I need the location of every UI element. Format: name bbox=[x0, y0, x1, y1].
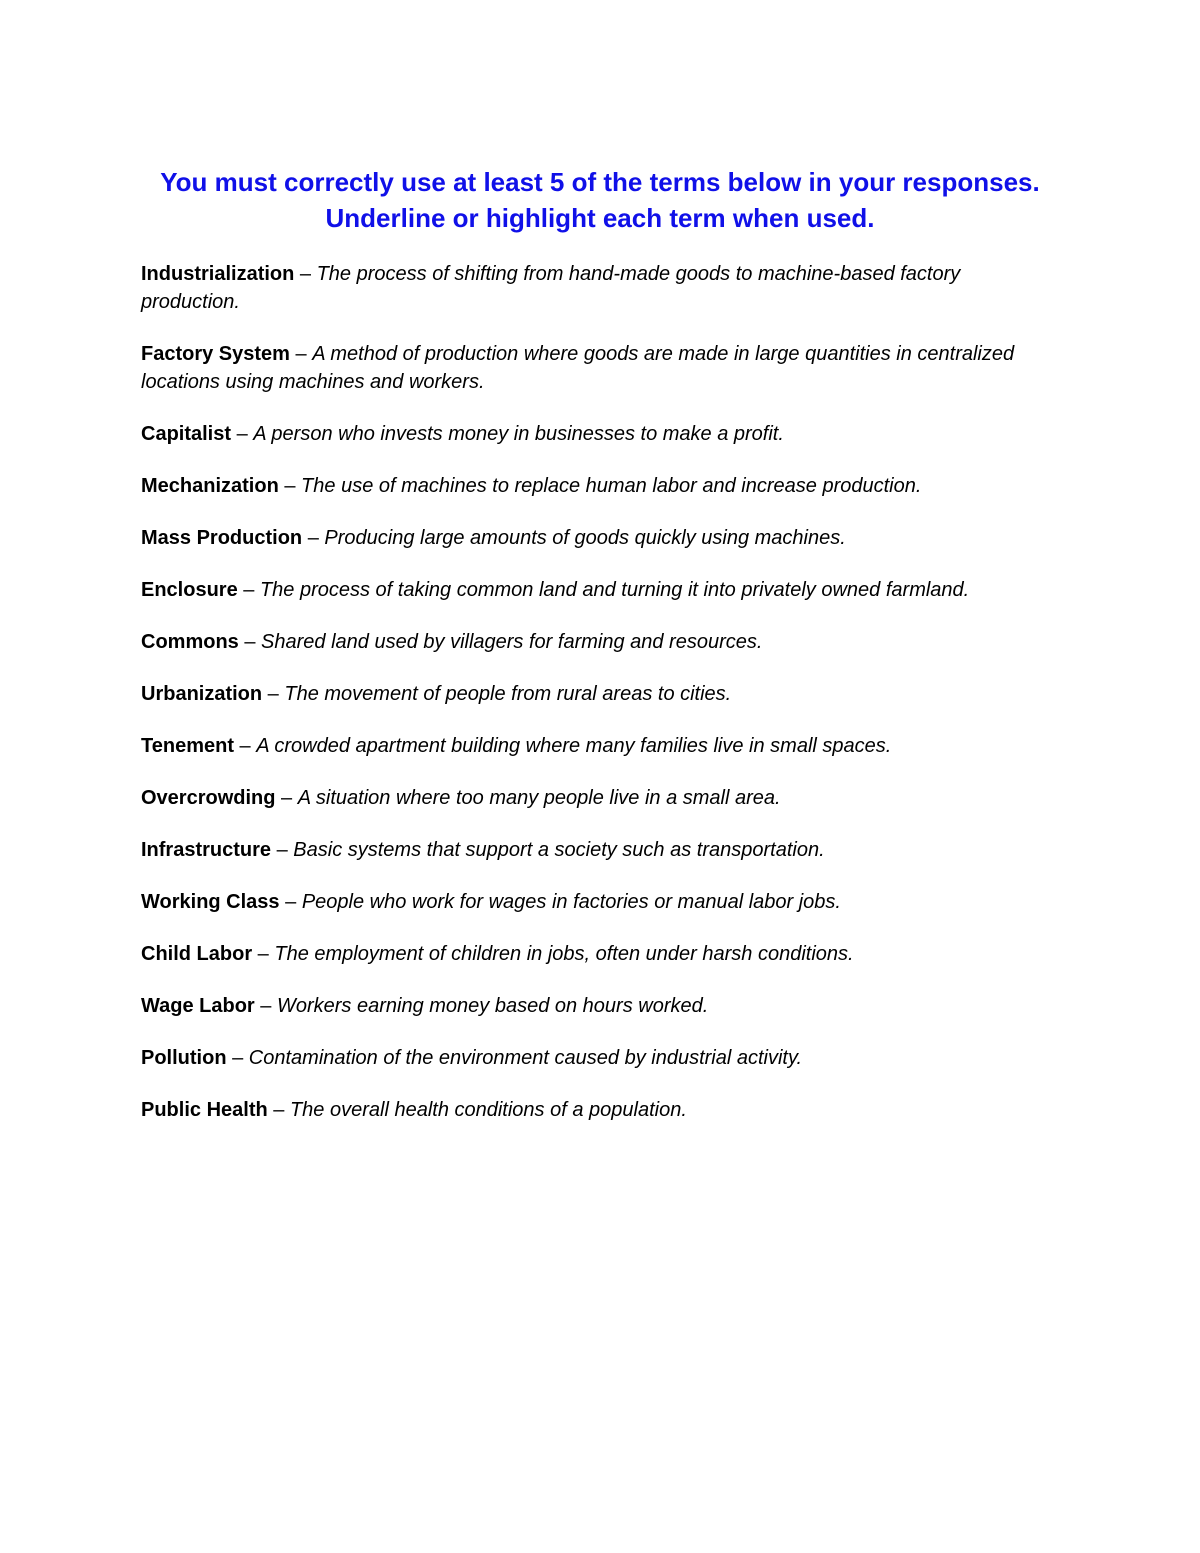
term-separator: – bbox=[238, 631, 262, 653]
glossary-term: Commons bbox=[141, 631, 239, 653]
term-separator: – bbox=[262, 683, 285, 705]
glossary-definition: People who work for wages in factories or manual labor jobs. bbox=[301, 891, 841, 913]
glossary-entry bbox=[141, 1096, 1051, 1124]
glossary-term: Overcrowding bbox=[141, 787, 276, 809]
term-separator: – bbox=[267, 1099, 290, 1121]
glossary-term: Infrastructure bbox=[141, 839, 272, 861]
glossary-definition: The movement of people from rural areas to cities. bbox=[284, 683, 732, 705]
term-separator: – bbox=[275, 787, 298, 809]
term-separator: – bbox=[231, 423, 254, 445]
glossary-term: Tenement bbox=[141, 735, 234, 757]
term-separator: – bbox=[233, 735, 257, 757]
term-separator: – bbox=[254, 995, 277, 1017]
glossary-definition: Workers earning money based on hours worked. bbox=[276, 995, 709, 1017]
glossary-term: Mechanization bbox=[141, 475, 279, 497]
glossary-definition: The overall health conditions of a population. bbox=[289, 1099, 687, 1121]
glossary-definition: Basic systems that support a society such as transportation. bbox=[293, 839, 825, 861]
glossary-entry bbox=[141, 836, 1051, 864]
glossary-definition: The use of machines to replace human labor and increase production. bbox=[301, 475, 922, 497]
glossary-term: Pollution bbox=[141, 1047, 227, 1069]
glossary-list bbox=[141, 260, 1051, 1148]
glossary-entry bbox=[141, 1044, 1051, 1072]
term-separator: – bbox=[252, 943, 275, 965]
glossary-definition: The process of taking common land and turning it into privately owned farmland. bbox=[259, 579, 970, 601]
glossary-definition: Producing large amounts of goods quickly using machines. bbox=[324, 527, 846, 549]
glossary-term: Capitalist bbox=[141, 423, 232, 445]
glossary-term: Working Class bbox=[141, 891, 280, 913]
glossary-entry bbox=[141, 524, 1051, 552]
glossary-definition: A crowded apartment building where many families live in small spaces. bbox=[256, 735, 892, 757]
glossary-entry bbox=[141, 576, 1051, 604]
glossary-definition: A method of production where goods are made in large quantities in centralized locations using machines and workers. bbox=[141, 343, 1015, 393]
term-separator: – bbox=[226, 1047, 249, 1069]
glossary-term: Child Labor bbox=[141, 943, 253, 965]
glossary-entry bbox=[141, 940, 1051, 968]
term-separator: – bbox=[302, 527, 325, 549]
glossary-definition: Contamination of the environment caused by industrial activity. bbox=[248, 1047, 803, 1069]
glossary-entry bbox=[141, 340, 1051, 396]
glossary-term: Factory System bbox=[141, 343, 290, 365]
glossary-entry bbox=[141, 992, 1051, 1020]
term-separator: – bbox=[294, 263, 317, 285]
glossary-definition: A person who invests money in businesses to make a profit. bbox=[253, 423, 784, 445]
term-separator: – bbox=[278, 475, 302, 497]
glossary-definition: The employment of children in jobs, often under harsh conditions. bbox=[274, 943, 854, 965]
glossary-entry bbox=[141, 420, 1051, 448]
glossary-term: Enclosure bbox=[141, 579, 238, 601]
instructions-heading: You must correctly use at least 5 of the terms below in your responses. Underline or highlight each term when used. bbox=[160, 167, 1040, 233]
glossary-term: Industrialization bbox=[141, 263, 295, 285]
glossary-entry bbox=[141, 472, 1051, 500]
term-separator: – bbox=[289, 343, 313, 365]
term-separator: – bbox=[237, 579, 260, 601]
term-separator: – bbox=[271, 839, 294, 861]
glossary-definition: Shared land used by villagers for farming and resources. bbox=[261, 631, 763, 653]
glossary-term: Public Health bbox=[141, 1099, 268, 1121]
glossary-definition: The process of shifting from hand-made goods to machine-based factory production. bbox=[141, 263, 961, 313]
glossary-entry bbox=[141, 628, 1051, 656]
glossary-entry bbox=[141, 680, 1051, 708]
term-separator: – bbox=[279, 891, 302, 913]
glossary-entry bbox=[141, 784, 1051, 812]
glossary-entry bbox=[141, 260, 1051, 316]
glossary-entry bbox=[141, 732, 1051, 760]
glossary-entry bbox=[141, 888, 1051, 916]
glossary-term: Urbanization bbox=[141, 683, 263, 705]
glossary-definition: A situation where too many people live in a small area. bbox=[297, 787, 781, 809]
glossary-term: Wage Labor bbox=[141, 995, 255, 1017]
glossary-term: Mass Production bbox=[141, 527, 303, 549]
